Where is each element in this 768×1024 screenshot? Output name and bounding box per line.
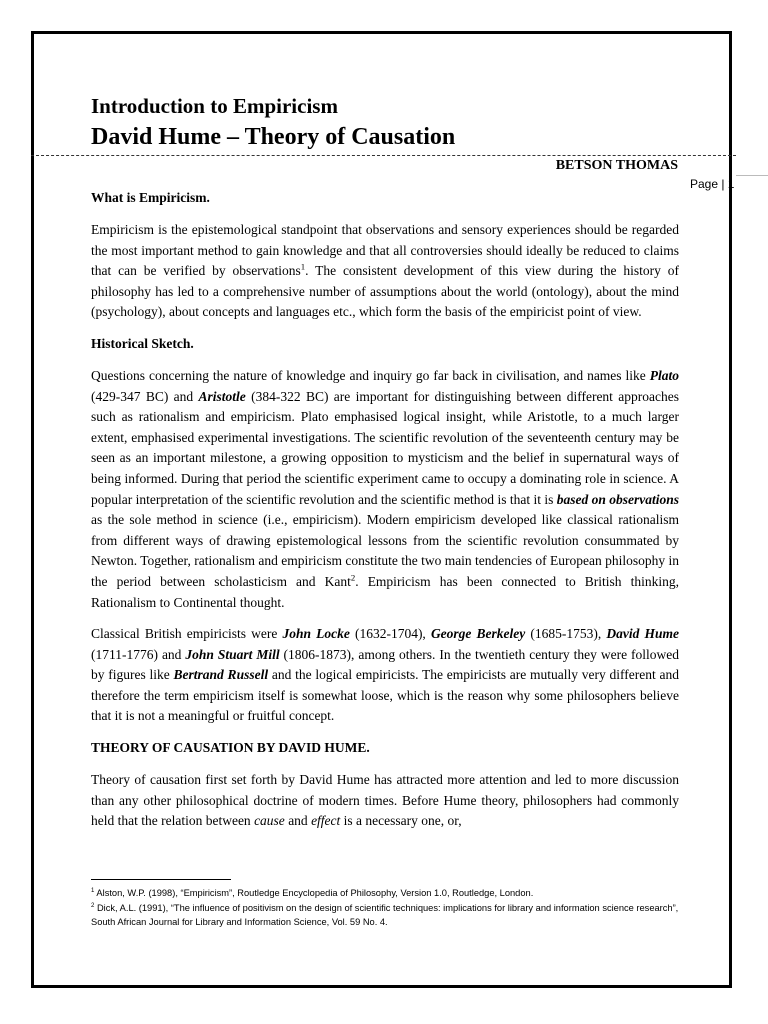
- footnote-separator: [91, 879, 231, 880]
- emphasized-text: Plato: [649, 367, 679, 383]
- text-run: Questions concerning the nature of knowledge and inquiry go far back in civilisation, and names like: [91, 367, 650, 383]
- header-divider: [31, 155, 736, 156]
- footnote-1-text: Alston, W.P. (1998), “Empiricism”, Routledge Encyclopedia of Philosophy, Version 1.0, Routledge, London.: [94, 888, 534, 898]
- footnote-2-text: Dick, A.L. (1991), “The influence of positivism on the design of scientific techniques: implications for library and information science research”, South African Journal for Library and Information Science, Vol. 59 No. 4.: [91, 902, 679, 927]
- paragraph-classical-empiricists: [91, 624, 679, 727]
- footnote-1: [91, 886, 687, 901]
- footnote-2-number: 2: [91, 902, 95, 909]
- author-name: BETSON THOMAS: [555, 158, 678, 173]
- footnotes: [91, 886, 687, 930]
- text-run: . The consistent development of this view during the history of philosophy has led to a comprehensive number of assumptions about the world (ontology), about the mind (psychology), about concepts and languages etc., which form the basis of the empiricist point of view.: [91, 263, 679, 320]
- paragraph-historical: [91, 366, 679, 613]
- emphasized-text: cause: [254, 813, 285, 829]
- emphasized-text: George Berkeley: [430, 626, 526, 642]
- paragraph-causation: [91, 770, 679, 832]
- text-run: (1685-1753),: [525, 626, 607, 642]
- section-heading-causation: THEORY OF CAUSATION BY DAVID HUME.: [91, 740, 370, 756]
- footnote-2: [91, 901, 687, 930]
- paragraph-what-is: [91, 220, 679, 323]
- text-run: . Empiricism has been connected to British thinking, Rationalism to Continental thought.: [91, 573, 679, 610]
- emphasized-text: effect: [311, 813, 341, 829]
- text-run: Classical British empiricists were: [91, 626, 283, 642]
- document-body: [91, 188, 679, 843]
- emphasized-text: John Stuart Mill: [185, 646, 280, 662]
- text-run: is a necessary one, or,: [340, 813, 462, 829]
- emphasized-text: David Hume: [606, 626, 680, 642]
- document-title: Introduction to Empiricism: [91, 94, 338, 118]
- footnote-1-number: 1: [91, 887, 95, 894]
- page-number-rule: [736, 175, 768, 176]
- text-run: as the sole method in science (i.e., empiricism). Modern empiricism developed like classical rationalism from different ways of drawing epistemological lessons from the scientific revolution consummated by Newton. Together, rationalism and empiricism constitute the two main tendencies of European philosophy in the period between scholasticism and Kant: [91, 512, 680, 589]
- emphasized-text: Bertrand Russell: [173, 667, 269, 683]
- text-run: and: [284, 813, 312, 829]
- text-run: and the logical empiricists. The empiricists are mutually very different and therefore the term empiricism itself is somewhat loose, which is the reason why some philosophers believe that it is not a meaningful or fruitful concept.: [91, 667, 679, 724]
- document-subtitle: David Hume – Theory of Causation: [91, 124, 456, 150]
- footnote-reference: 1: [300, 261, 306, 272]
- emphasized-text: based on observations: [556, 491, 680, 507]
- text-run: (384-322 BC) are important for distinguishing between different approaches such as rationalism and empiricism. Plato emphasised logical insight, while Aristotle, to a much larger extent, emphasised experimental investigations. The scientific revolution of the seventeenth century may be seen as an important milestone, a growing opposition to mysticism and the belief in supernatural ways of being informed. During that period the scientific experiment came to occupy a dominating role in science. A popular interpretation of the scientific revolution and the scientific method is that it is: [91, 388, 679, 507]
- emphasized-text: Aristotle: [198, 388, 246, 404]
- section-heading-historical: Historical Sketch.: [91, 335, 194, 351]
- text-run: (1711-1776) and: [91, 646, 186, 662]
- section-heading-what-is: What is Empiricism.: [91, 190, 210, 205]
- footnote-reference: 2: [350, 572, 356, 583]
- emphasized-text: John Locke: [282, 626, 350, 642]
- text-run: (1632-1704),: [349, 626, 431, 642]
- text-run: Empiricism is the epistemological standpoint that observations and sensory experiences should be regarded the most important method to gain knowledge and that all controversies should ideally be reduced to claims that can be verified by observations: [91, 222, 679, 279]
- text-run: (429-347 BC) and: [91, 388, 199, 404]
- text-run: Theory of causation first set forth by David Hume has attracted more attention and led to more discussion than any other philosophical doctrine of modern times. Before Hume theory, philosophers had commonly held that the relation between: [91, 772, 679, 829]
- page-number: Page | 1: [690, 177, 735, 191]
- text-run: (1806-1873), among others. In the twentieth century they were followed by figures like: [91, 646, 679, 683]
